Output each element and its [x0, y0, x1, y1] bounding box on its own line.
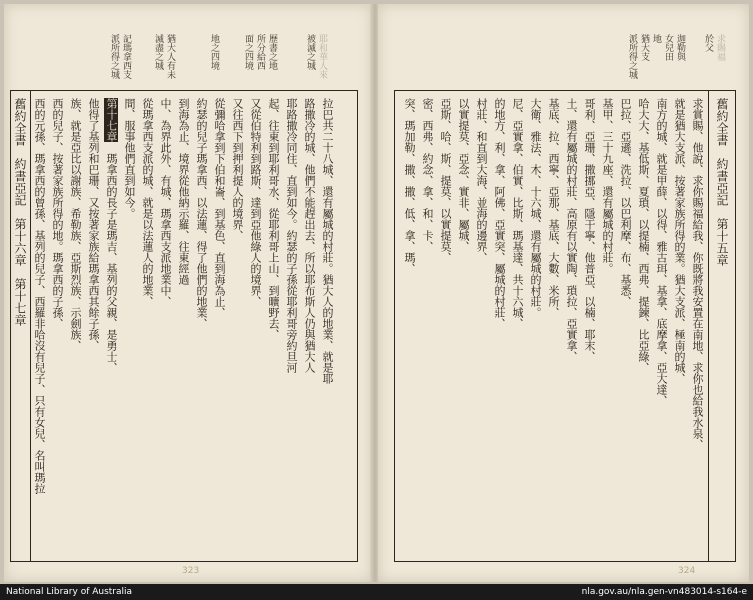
margin-note: 迦勒與 — [675, 34, 685, 61]
margin-note: 所分給西 — [255, 34, 265, 70]
text-column: 大衛、雅法、木、十六城、還有屬城的村莊。 — [529, 98, 542, 318]
footer-identifier: nla.gov.au/nla.gen-vn483014-s164-e — [581, 587, 747, 597]
text-column: 他得了基列和巴珊、又按著家族給瑪拿西其餘子孫、 — [87, 98, 100, 351]
margin-note: 歷書之地 — [267, 34, 277, 70]
text-column: 基底、拉、西寧、亞那、基底、大數、米所、 — [547, 98, 560, 318]
text-column: 從瑪拿西支派的城、就是以法蓮人的地業、 — [141, 98, 154, 307]
text-column: 又往西下到押利提人的境界、 — [231, 98, 244, 241]
text-column: 尼、亞實拿、伯實、比斯、瑪基達、共十六城、 — [511, 98, 524, 329]
margin-note: 求賜福 — [715, 34, 725, 61]
footer-institution: National Library of Australia — [6, 587, 133, 597]
margin-note: 女兒田 — [663, 34, 673, 61]
pencil-folio: 324 — [678, 566, 696, 576]
running-header: 舊約全書 約書亞記 第十六章 第十七章 — [13, 98, 27, 326]
library-footer — [0, 584, 753, 600]
text-column: 間、服事他們直到如今。 — [123, 98, 136, 219]
text-column: 耶路撒冷同住、直到如今。約瑟的子孫從耶利哥旁約旦河 — [285, 98, 298, 373]
text-column: 中、為界此外、有城、瑪拿西支派地業中、 — [159, 98, 172, 307]
text-column: 從彌哈拿到下伯和崙、到基色、直到海為止、 — [213, 98, 226, 318]
text-column: 求賞賜、他說、求你賜福給我、你既將我安置在南地、求你也給我水泉、 — [691, 98, 704, 450]
text-column: 村莊、和直到大海、並海的邊界、 — [475, 98, 488, 263]
margin-note: 派所得之城 — [109, 34, 119, 79]
margin-note: 派所得之城 — [627, 34, 637, 79]
margin-note: 被滅之城 — [305, 34, 315, 70]
text-column: 南方的城、就是甲薛、以得、雅古珥、基拿、底摩拿、亞大達、 — [655, 98, 668, 406]
text-column: 哈大大、基低斯、夏瑣、以提楠、西弗、提鍊、比亞綠、 — [637, 98, 650, 373]
text-column: 路撒冷的城、他們不能趕出去、所以耶布斯人仍與猶大人 — [303, 98, 316, 373]
text-column: 約瑟的兒子瑪拿西、以法蓮、得了他們的地業、 — [195, 98, 208, 329]
text-column: 基甲、三十九座、還有屬城的村莊。 — [601, 98, 614, 274]
text-column: 起、往東到耶利哥水、從耶利哥上山、到曠野去、 — [267, 98, 280, 340]
text-column: 族、就是亞比以謝族、希勒族、亞斯烈族、示劍族、 — [69, 98, 82, 351]
margin-note: 地 — [651, 34, 661, 43]
margin-note: 耶和華人來 — [317, 34, 327, 79]
chapter-marker: 第十七章 — [105, 98, 118, 142]
text-column: 拉巴共二十八城、還有屬城的村莊。猶大人的地業、就是耶 — [321, 98, 334, 384]
margin-note: 猶大人有未 — [165, 34, 175, 79]
chapter-start-column: 第十七章 瑪拿西的長子是瑪吉、基列的父親、是勇士、 — [105, 98, 118, 373]
margin-note: 記瑪拿西支 — [121, 34, 131, 79]
header-divider — [30, 90, 31, 562]
margin-note: 地之四境 — [209, 34, 219, 70]
margin-note: 面之四境 — [243, 34, 253, 70]
text-column: 西的元孫、瑪拿西的曾孫、基列的兒子、西羅非哈沒有兒子、只有女兒、名叫瑪拉 — [33, 98, 46, 494]
right-page — [378, 4, 749, 582]
running-header: 舊約全書 約書亞記 第十五章 — [715, 98, 729, 266]
text-column: 突、瑪加勒、撒、撒、低、拿、瑪、 — [403, 98, 416, 274]
text-column: 就是猶大支派、按著家族所得的業。猶大支派、極南的城、 — [673, 98, 686, 384]
margin-note: 猶大支 — [639, 34, 649, 61]
text-column: 亞斯、哈、斯、提莫、以實提莫、 — [439, 98, 452, 263]
header-divider — [708, 90, 709, 562]
pencil-folio: 323 — [182, 566, 200, 576]
margin-note: 滅盡之城 — [153, 34, 163, 70]
margin-note: 於父 — [703, 34, 713, 52]
text-column: 密、西弗、約念、拿、和、卡、 — [421, 98, 434, 252]
text-column: 到海為止、境界從他納示羅、往東經過 — [177, 98, 190, 285]
text-column: 以實提莫、亞念、實非、屬城、 — [457, 98, 470, 252]
text-column: 哥利、亞珊、撒挪亞、隱干寧、他普亞、以楠、耶末、 — [583, 98, 596, 362]
text-column: 巴拉、亞遜、洗拉、以巴利摩、布、基悉、 — [619, 98, 632, 307]
text-column: 土、還有屬城的村莊、高原有以實陶、瑣拉、亞實拿、 — [565, 98, 578, 362]
text-column: 又從伯特利到路斯、達到亞他綠人的境界、 — [249, 98, 262, 307]
text-column: 西的兒子、按著家族所得的地。瑪拿西的子孫、 — [51, 98, 64, 329]
text-column: 的地方、利、拿、阿佛、亞實突、屬城的村莊、 — [493, 98, 506, 329]
left-page — [4, 4, 372, 582]
